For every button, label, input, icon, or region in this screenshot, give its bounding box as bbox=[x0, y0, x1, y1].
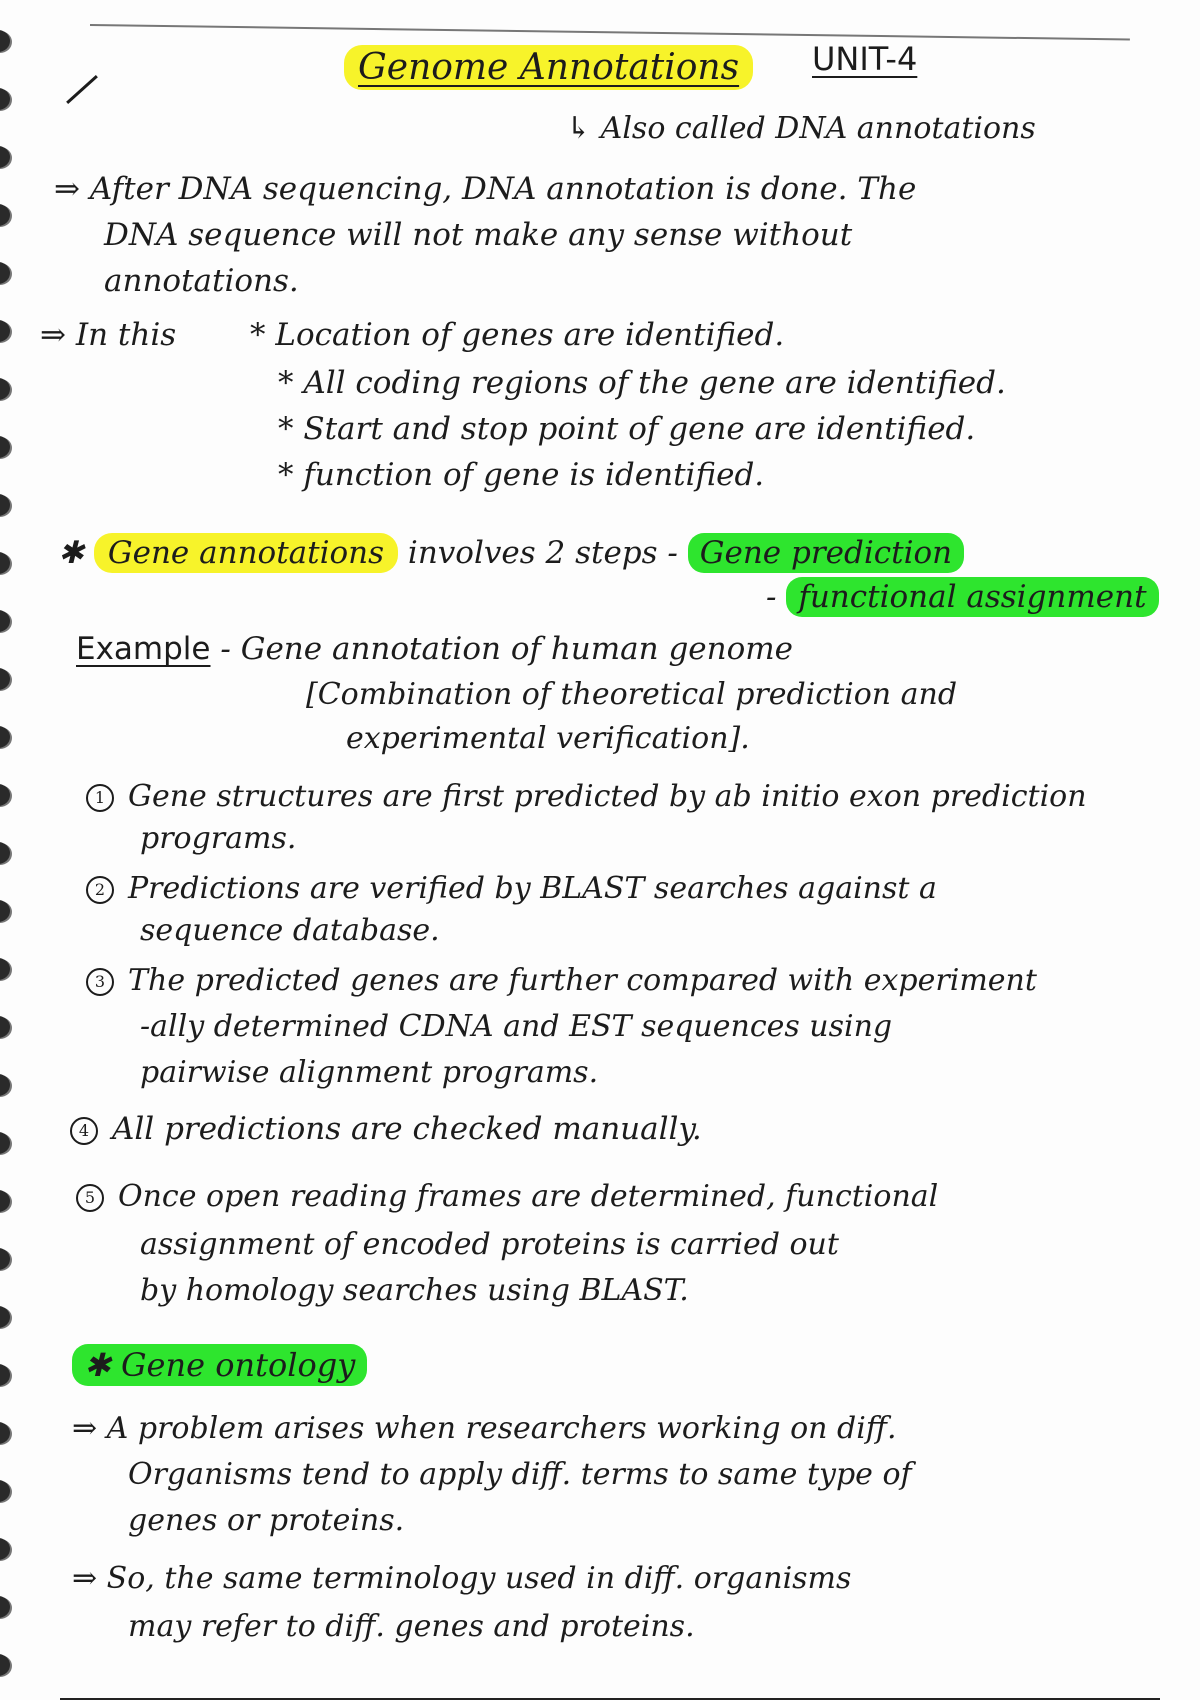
ontology-heading-wrap bbox=[72, 1348, 367, 1383]
binding-hole bbox=[0, 436, 10, 458]
example-text: - Gene annotation of human genome bbox=[220, 631, 794, 667]
top-rule bbox=[90, 24, 1130, 41]
step-gene-prediction: Gene prediction bbox=[688, 533, 964, 573]
intro-line-1: ⇒ After DNA sequencing, DNA annotation is done. The bbox=[54, 171, 917, 207]
in-this-bullet-3: * Start and stop point of gene are identified. bbox=[278, 411, 976, 447]
binding-hole bbox=[0, 1016, 10, 1038]
binding-hole bbox=[0, 1364, 10, 1386]
binding-hole bbox=[0, 1480, 10, 1502]
step-dash: - bbox=[766, 579, 777, 615]
ontology-p1-line-3: genes or proteins. bbox=[128, 1503, 405, 1538]
example-label: Example bbox=[76, 631, 211, 667]
subtitle: ↳ Also called DNA annotations bbox=[566, 111, 1036, 146]
binding-hole bbox=[0, 1654, 10, 1676]
gene-annotations-term: Gene annotations bbox=[94, 533, 398, 573]
step-number: 4 bbox=[70, 1117, 98, 1145]
step-5-line-2: assignment of encoded proteins is carried out bbox=[140, 1227, 839, 1262]
binding-hole bbox=[0, 784, 10, 806]
unit-label: UNIT-4 bbox=[812, 40, 918, 78]
binding-hole bbox=[0, 726, 10, 748]
binding-hole bbox=[0, 552, 10, 574]
step-3-line-2: -ally determined CDNA and EST sequences using bbox=[140, 1009, 893, 1044]
binding-hole bbox=[0, 1538, 10, 1560]
binding-hole bbox=[0, 320, 10, 342]
example-note-2: experimental verification]. bbox=[346, 721, 750, 756]
intro-line-2: DNA sequence will not make any sense without bbox=[104, 217, 853, 253]
in-this-bullet-4: * function of gene is identified. bbox=[278, 457, 765, 493]
binding-hole bbox=[0, 1422, 10, 1444]
ontology-p1-line-1: ⇒ A problem arises when researchers working on diff. bbox=[72, 1411, 897, 1446]
binding-hole bbox=[0, 378, 10, 400]
ontology-p2-line-1: ⇒ So, the same terminology used in diff. organisms bbox=[72, 1561, 852, 1596]
step-number: 2 bbox=[86, 876, 114, 904]
binding-hole bbox=[0, 88, 10, 110]
binding-hole bbox=[0, 494, 10, 516]
ontology-p2-line-2: may refer to diff. genes and proteins. bbox=[128, 1609, 695, 1644]
binding-hole bbox=[0, 1190, 10, 1212]
page-title: Genome Annotations bbox=[344, 45, 753, 90]
step-2-line-1: 2 Predictions are verified by BLAST searches against a bbox=[86, 872, 937, 905]
ontology-p1-line-2: Organisms tend to apply diff. terms to same type of bbox=[128, 1457, 912, 1492]
step-number: 1 bbox=[86, 784, 114, 812]
step-3-line-3: pairwise alignment programs. bbox=[140, 1055, 599, 1090]
step-5-line-1: 5 Once open reading frames are determined, functional bbox=[76, 1180, 938, 1213]
page-title-wrap bbox=[344, 48, 753, 88]
star-icon: ✱ bbox=[58, 535, 84, 571]
step-1-line-2: programs. bbox=[140, 821, 297, 856]
in-this-lead: ⇒ In this bbox=[40, 317, 177, 353]
in-this-bullet-1: * Location of genes are identified. bbox=[250, 317, 785, 353]
binding-hole bbox=[0, 1132, 10, 1154]
step-3-line-1: 3 The predicted genes are further compared with experiment bbox=[86, 964, 1037, 997]
step-1-line-1: 1 Gene structures are first predicted by ab initio exon prediction bbox=[86, 780, 1087, 813]
gene-annotations-line bbox=[58, 536, 964, 570]
step-number: 3 bbox=[86, 968, 114, 996]
intro-line-3: annotations. bbox=[104, 263, 299, 299]
binding-hole bbox=[0, 900, 10, 922]
step-5-line-3: by homology searches using BLAST. bbox=[140, 1273, 689, 1308]
binding-hole bbox=[0, 610, 10, 632]
spiral-binding bbox=[0, 10, 20, 1690]
binding-hole bbox=[0, 842, 10, 864]
binding-hole bbox=[0, 146, 10, 168]
binding-hole bbox=[0, 958, 10, 980]
binding-hole bbox=[0, 1596, 10, 1618]
example-line bbox=[76, 632, 793, 666]
step-functional-assignment: functional assignment bbox=[786, 577, 1158, 617]
binding-hole bbox=[0, 204, 10, 226]
step-number: 5 bbox=[76, 1184, 104, 1212]
binding-hole bbox=[0, 30, 10, 52]
binding-hole bbox=[0, 1074, 10, 1096]
example-note-1: [Combination of theoretical prediction and bbox=[306, 677, 958, 712]
gene-annotations-text: involves 2 steps - bbox=[407, 535, 678, 571]
ontology-heading: ✱ Gene ontology bbox=[72, 1344, 367, 1386]
step-4-line-1: 4 All predictions are checked manually. bbox=[70, 1112, 702, 1146]
in-this-bullet-2: * All coding regions of the gene are identified. bbox=[278, 365, 1006, 401]
tick-mark bbox=[66, 75, 98, 104]
step-2-line-2: sequence database. bbox=[140, 913, 440, 948]
binding-hole bbox=[0, 262, 10, 284]
binding-hole bbox=[0, 1248, 10, 1270]
gene-annotations-step2-line bbox=[766, 580, 1159, 614]
binding-hole bbox=[0, 1306, 10, 1328]
binding-hole bbox=[0, 668, 10, 690]
